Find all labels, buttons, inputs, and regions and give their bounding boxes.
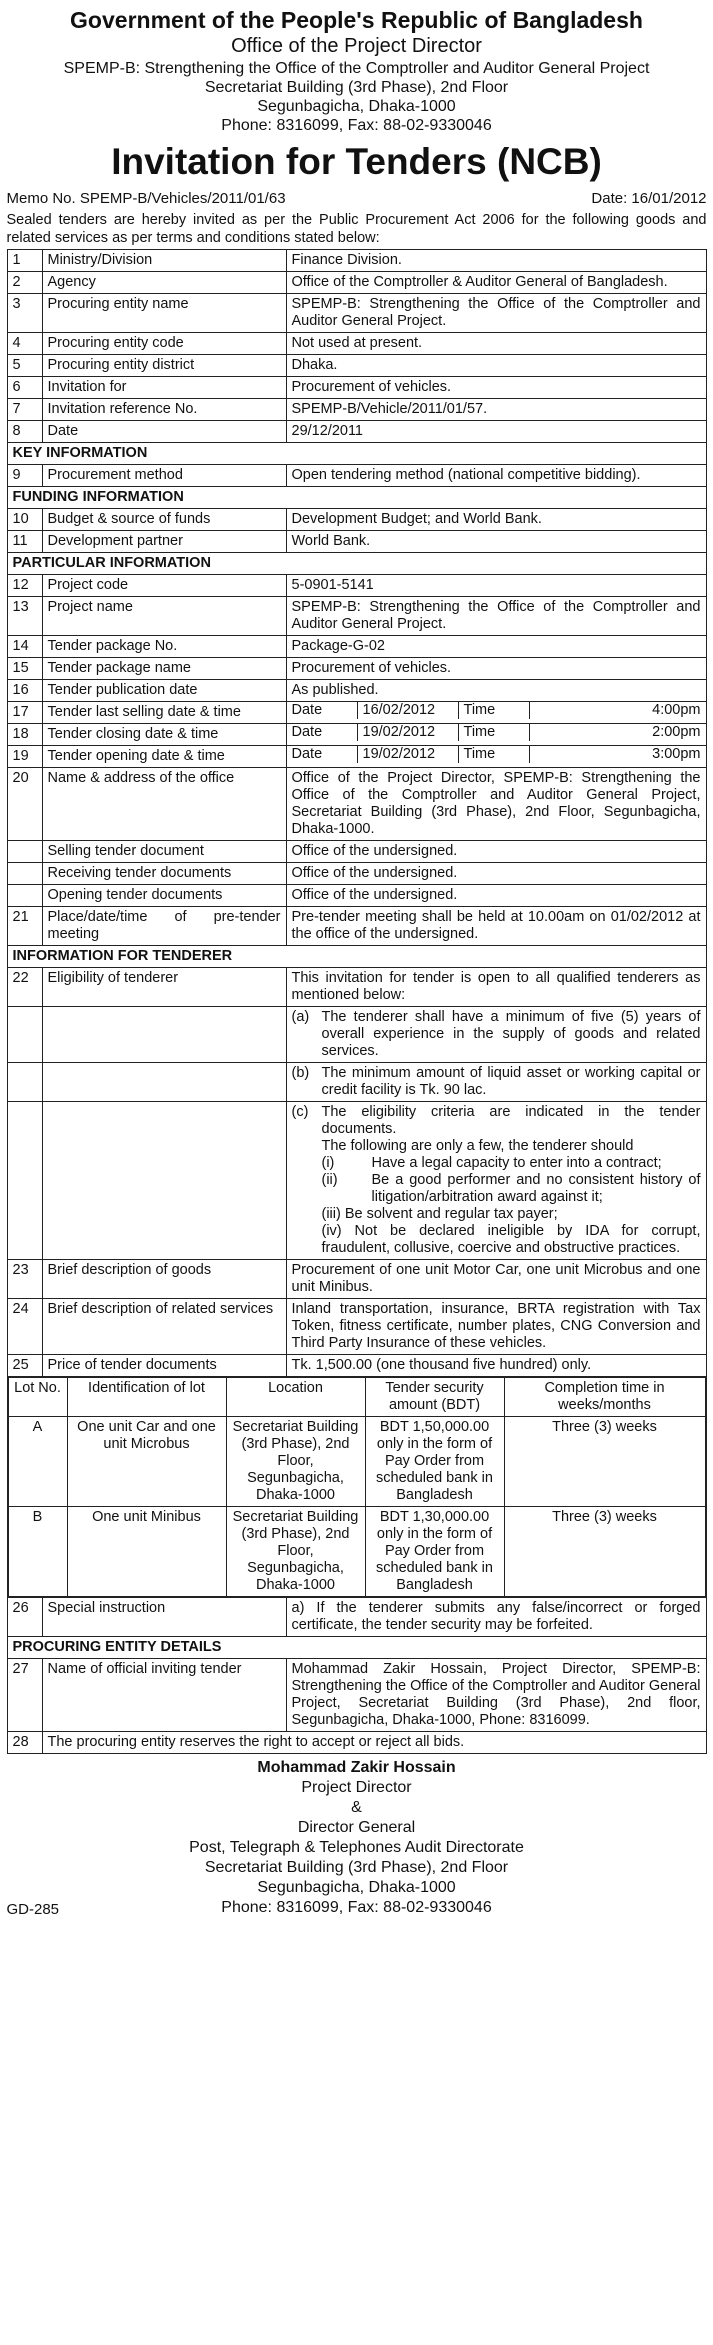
table-cell: Three (3) weeks — [504, 1417, 705, 1507]
table-cell: Location — [226, 1378, 365, 1417]
table-cell — [286, 724, 706, 746]
footer-code: GD-285 — [6, 1901, 60, 1918]
table-cell: Date — [287, 746, 358, 763]
table-cell: BDT 1,50,000.00 only in the form of Pay Order from scheduled bank in Bangladesh — [365, 1417, 504, 1507]
table-cell: 24 — [7, 1299, 42, 1355]
table-cell: PARTICULAR INFORMATION — [7, 553, 706, 575]
table-row — [7, 1659, 706, 1732]
table-cell: Secretariat Building (3rd Phase), 2nd Floor, Segunbagicha, Dhaka-1000 — [226, 1507, 365, 1597]
table-cell: Identification of lot — [67, 1378, 226, 1417]
table-row — [7, 294, 706, 333]
table-cell: Tender opening date & time — [42, 746, 286, 768]
table-cell: Development partner — [42, 531, 286, 553]
table-cell — [42, 1063, 286, 1102]
table-row — [7, 702, 706, 724]
table-cell: Date — [287, 702, 358, 719]
table-cell: Invitation reference No. — [42, 399, 286, 421]
table-row — [7, 421, 706, 443]
table-cell: Price of tender documents — [42, 1355, 286, 1377]
table-row — [7, 968, 706, 1007]
table-cell: (c) The eligibility criteria are indicated in the tender documents. The following are only a few, the tenderer should (i) Have a legal capacity to enter into a contract; (ii) Be a good performer and no consistent history of litigation/arbitration award against it; (iii) Be solvent and regular tax payer; (iv) Not be declared ineligible by IDA for corrupt, fraudulent, collusive, coercive and obstructive practices. — [286, 1102, 706, 1260]
table-row — [7, 636, 706, 658]
table-cell: Development Budget; and World Bank. — [286, 509, 706, 531]
table-row — [7, 465, 706, 487]
table-row — [7, 841, 706, 863]
table-cell: Pre-tender meeting shall be held at 10.00am on 01/02/2012 at the office of the undersigned. — [286, 907, 706, 946]
table-cell: 20 — [7, 768, 42, 841]
table-cell: Time — [458, 746, 529, 763]
table-cell: 19/02/2012 — [357, 724, 458, 741]
table-cell: 5 — [7, 355, 42, 377]
signatory-name: Mohammad Zakir Hossain — [257, 1759, 456, 1776]
table-cell: BDT 1,30,000.00 only in the form of Pay Order from scheduled bank in Bangladesh — [365, 1507, 504, 1597]
section-row — [7, 443, 706, 465]
table-row — [7, 1007, 706, 1063]
table-cell: Brief description of related services — [42, 1299, 286, 1355]
table-cell: Selling tender document — [42, 841, 286, 863]
table-cell: The procuring entity reserves the right to accept or reject all bids. — [42, 1732, 706, 1754]
table-cell: Completion time in weeks/months — [504, 1378, 705, 1417]
memo-row — [7, 189, 707, 209]
table-cell — [7, 1063, 42, 1102]
table-cell: Brief description of goods — [42, 1260, 286, 1299]
table-cell: Package-G-02 — [286, 636, 706, 658]
table-cell: INFORMATION FOR TENDERER — [7, 946, 706, 968]
table-cell: 17 — [7, 702, 42, 724]
table-cell: 6 — [7, 377, 42, 399]
table-row — [7, 1355, 706, 1377]
table-row — [7, 597, 706, 636]
table-cell: Receiving tender documents — [42, 863, 286, 885]
table-cell: KEY INFORMATION — [7, 443, 706, 465]
table-cell: 2 — [7, 272, 42, 294]
table-cell — [7, 1377, 706, 1598]
table-cell: Procuring entity district — [42, 355, 286, 377]
table-cell: SPEMP-B/Vehicle/2011/01/57. — [286, 399, 706, 421]
table-cell: 9 — [7, 465, 42, 487]
table-cell: Tender package name — [42, 658, 286, 680]
table-cell — [42, 1102, 286, 1260]
table-cell: 8 — [7, 421, 42, 443]
address-line-2: Segunbagicha, Dhaka-1000 — [257, 98, 456, 115]
lots-table — [8, 1377, 706, 1597]
table-cell: Office of the Project Director, SPEMP-B: Strengthening the Office of the Comptroller and Auditor General Project, Secretariat Building (3rd Phase), 2nd Floor, Segunbagicha, Dhaka-1000. — [286, 768, 706, 841]
table-cell: Project code — [42, 575, 286, 597]
table-cell: 15 — [7, 658, 42, 680]
table-cell: Project name — [42, 597, 286, 636]
table-cell: Time — [458, 724, 529, 741]
table-cell: 16/02/2012 — [357, 702, 458, 719]
table-cell — [7, 863, 42, 885]
table-cell — [7, 1102, 42, 1260]
table-cell: SPEMP-B: Strengthening the Office of the Comptroller and Auditor General Project. — [286, 597, 706, 636]
table-cell: One unit Car and one unit Microbus — [67, 1417, 226, 1507]
table-cell: 5-0901-5141 — [286, 575, 706, 597]
table-cell: Office of the Comptroller & Auditor General of Bangladesh. — [286, 272, 706, 294]
table-row — [7, 1732, 706, 1754]
government-heading: Government of the People's Republic of Bangladesh — [70, 7, 643, 33]
table-cell: a) If the tenderer submits any false/incorrect or forged certificate, the tender security may be forfeited. — [286, 1598, 706, 1637]
table-row — [7, 333, 706, 355]
table-cell: 28 — [7, 1732, 42, 1754]
table-cell: 27 — [7, 1659, 42, 1732]
table-cell: This invitation for tender is open to all qualified tenderers as mentioned below: — [286, 968, 706, 1007]
table-cell: Ministry/Division — [42, 250, 286, 272]
section-row — [7, 1637, 706, 1659]
table-cell: 7 — [7, 399, 42, 421]
address-line-1: Secretariat Building (3rd Phase), 2nd Floor — [204, 79, 509, 96]
table-row — [7, 746, 706, 768]
office-heading: Office of the Project Director — [231, 35, 482, 57]
table-cell: Procurement of vehicles. — [286, 658, 706, 680]
table-row — [7, 658, 706, 680]
table-row — [7, 907, 706, 946]
table-cell: Procurement of one unit Motor Car, one unit Microbus and one unit Minibus. — [286, 1260, 706, 1299]
table-cell: Eligibility of tenderer — [42, 968, 286, 1007]
table-row — [7, 250, 706, 272]
table-cell: Dhaka. — [286, 355, 706, 377]
table-cell: (b) The minimum amount of liquid asset or working capital or credit facility is Tk. 90 lac. — [286, 1063, 706, 1102]
table-cell: 26 — [7, 1598, 42, 1637]
table-cell: 2:00pm — [652, 724, 701, 740]
table-cell: Open tendering method (national competitive bidding). — [286, 465, 706, 487]
table-cell: Opening tender documents — [42, 885, 286, 907]
table-cell: 19 — [7, 746, 42, 768]
table-cell: 10 — [7, 509, 42, 531]
table-cell: Procuring entity name — [42, 294, 286, 333]
tender-notice — [7, 0, 707, 1926]
table-cell: Tender last selling date & time — [42, 702, 286, 724]
table-cell: Budget & source of funds — [42, 509, 286, 531]
table-cell: Secretariat Building (3rd Phase), 2nd Floor, Segunbagicha, Dhaka-1000 — [226, 1417, 365, 1507]
table-cell: Office of the undersigned. — [286, 885, 706, 907]
table-cell: 4:00pm — [652, 702, 701, 718]
table-cell: 19/02/2012 — [357, 746, 458, 763]
table-cell: SPEMP-B: Strengthening the Office of the Comptroller and Auditor General Project. — [286, 294, 706, 333]
table-cell: Inland transportation, insurance, BRTA registration with Tax Token, fitness certificate, number plates, CNG Conversion and Third Party Insurance of these vehicles. — [286, 1299, 706, 1355]
table-cell: Office of the undersigned. — [286, 863, 706, 885]
table-cell: 12 — [7, 575, 42, 597]
table-cell — [7, 1007, 42, 1063]
lot-row — [8, 1507, 705, 1597]
table-row — [7, 885, 706, 907]
table-cell: 22 — [7, 968, 42, 1007]
table-cell — [286, 746, 706, 768]
table-cell: 3:00pm — [652, 746, 701, 762]
section-row — [7, 487, 706, 509]
table-cell: Date — [42, 421, 286, 443]
table-cell: 14 — [7, 636, 42, 658]
table-cell — [7, 885, 42, 907]
table-cell: Agency — [42, 272, 286, 294]
table-row — [7, 399, 706, 421]
table-row — [7, 724, 706, 746]
table-cell — [42, 1007, 286, 1063]
table-cell: Mohammad Zakir Hossain, Project Director, SPEMP-B: Strengthening the Office of the Comptroller and Auditor General Project, Secretariat Building (3rd Phase), 2nd floor, Segunbagicha, Dhaka-1000, Phone: 8316099. — [286, 1659, 706, 1732]
table-row — [7, 509, 706, 531]
table-cell: B — [8, 1507, 67, 1597]
table-row — [7, 1063, 706, 1102]
table-row — [7, 1299, 706, 1355]
table-cell: Three (3) weeks — [504, 1507, 705, 1597]
table-row — [7, 355, 706, 377]
table-cell: Procuring entity code — [42, 333, 286, 355]
table-row — [7, 377, 706, 399]
table-row — [7, 575, 706, 597]
table-cell: 29/12/2011 — [286, 421, 706, 443]
lot-row — [8, 1417, 705, 1507]
table-cell: Lot No. — [8, 1378, 67, 1417]
table-cell: FUNDING INFORMATION — [7, 487, 706, 509]
table-cell: Procurement of vehicles. — [286, 377, 706, 399]
lots-row — [7, 1377, 706, 1598]
table-cell: Time — [458, 702, 529, 719]
table-cell: Procurement method — [42, 465, 286, 487]
table-row — [7, 1102, 706, 1260]
table-row — [7, 768, 706, 841]
table-cell: (a) The tenderer shall have a minimum of five (5) years of overall experience in the supply of goods and related services. — [286, 1007, 706, 1063]
table-cell — [7, 841, 42, 863]
table-cell: A — [8, 1417, 67, 1507]
phone-line: Phone: 8316099, Fax: 88-02-9330046 — [221, 117, 492, 134]
table-cell: Tender publication date — [42, 680, 286, 702]
section-row — [7, 553, 706, 575]
table-cell: 3 — [7, 294, 42, 333]
table-cell: Tk. 1,500.00 (one thousand five hundred) only. — [286, 1355, 706, 1377]
table-cell: 23 — [7, 1260, 42, 1299]
intro-paragraph: Sealed tenders are hereby invited as per the Public Procurement Act 2006 for the following goods and related services as per terms and conditions stated below: — [6, 212, 707, 246]
table-cell: Special instruction — [42, 1598, 286, 1637]
table-cell: 13 — [7, 597, 42, 636]
lots-header — [8, 1378, 705, 1417]
table-cell: World Bank. — [286, 531, 706, 553]
table-row — [7, 863, 706, 885]
table-cell: 18 — [7, 724, 42, 746]
table-cell: Tender security amount (BDT) — [365, 1378, 504, 1417]
table-row — [7, 272, 706, 294]
table-cell: 11 — [7, 531, 42, 553]
table-cell: Invitation for — [42, 377, 286, 399]
table-row — [7, 531, 706, 553]
table-cell: Office of the undersigned. — [286, 841, 706, 863]
section-row — [7, 946, 706, 968]
memo-number: Memo No. SPEMP-B/Vehicles/2011/01/63 — [6, 190, 286, 207]
table-cell: 21 — [7, 907, 42, 946]
table-cell: Tender package No. — [42, 636, 286, 658]
tender-table — [7, 249, 707, 1754]
table-cell: Place/date/time of pre-tender meeting — [42, 907, 286, 946]
table-cell: Finance Division. — [286, 250, 706, 272]
table-row — [7, 1260, 706, 1299]
table-cell: Tender closing date & time — [42, 724, 286, 746]
table-cell: 25 — [7, 1355, 42, 1377]
table-cell: 16 — [7, 680, 42, 702]
notice-header — [7, 6, 707, 187]
memo-date: Date: 16/01/2012 — [591, 190, 707, 207]
table-row — [7, 1598, 706, 1637]
table-cell: Date — [287, 724, 358, 741]
signature-block: Mohammad Zakir Hossain Project Director & Director General Post, Telegraph & Telephones Audit Directorate Secretariat Building (3rd Phase), 2nd Floor Segunbagicha, Dhaka-1000 Phone: 8316099, Fax: 88-02-9330046 GD-285 — [7, 1758, 707, 1918]
table-row — [7, 680, 706, 702]
table-cell: Name of official inviting tender — [42, 1659, 286, 1732]
table-cell — [286, 702, 706, 724]
table-cell: Not used at present. — [286, 333, 706, 355]
table-cell: 4 — [7, 333, 42, 355]
table-cell: Name & address of the office — [42, 768, 286, 841]
project-line: SPEMP-B: Strengthening the Office of the Comptroller and Auditor General Project — [63, 60, 650, 77]
table-cell: 1 — [7, 250, 42, 272]
table-cell: As published. — [286, 680, 706, 702]
table-cell: PROCURING ENTITY DETAILS — [7, 1637, 706, 1659]
notice-title: Invitation for Tenders (NCB) — [111, 141, 602, 182]
table-cell: One unit Minibus — [67, 1507, 226, 1597]
